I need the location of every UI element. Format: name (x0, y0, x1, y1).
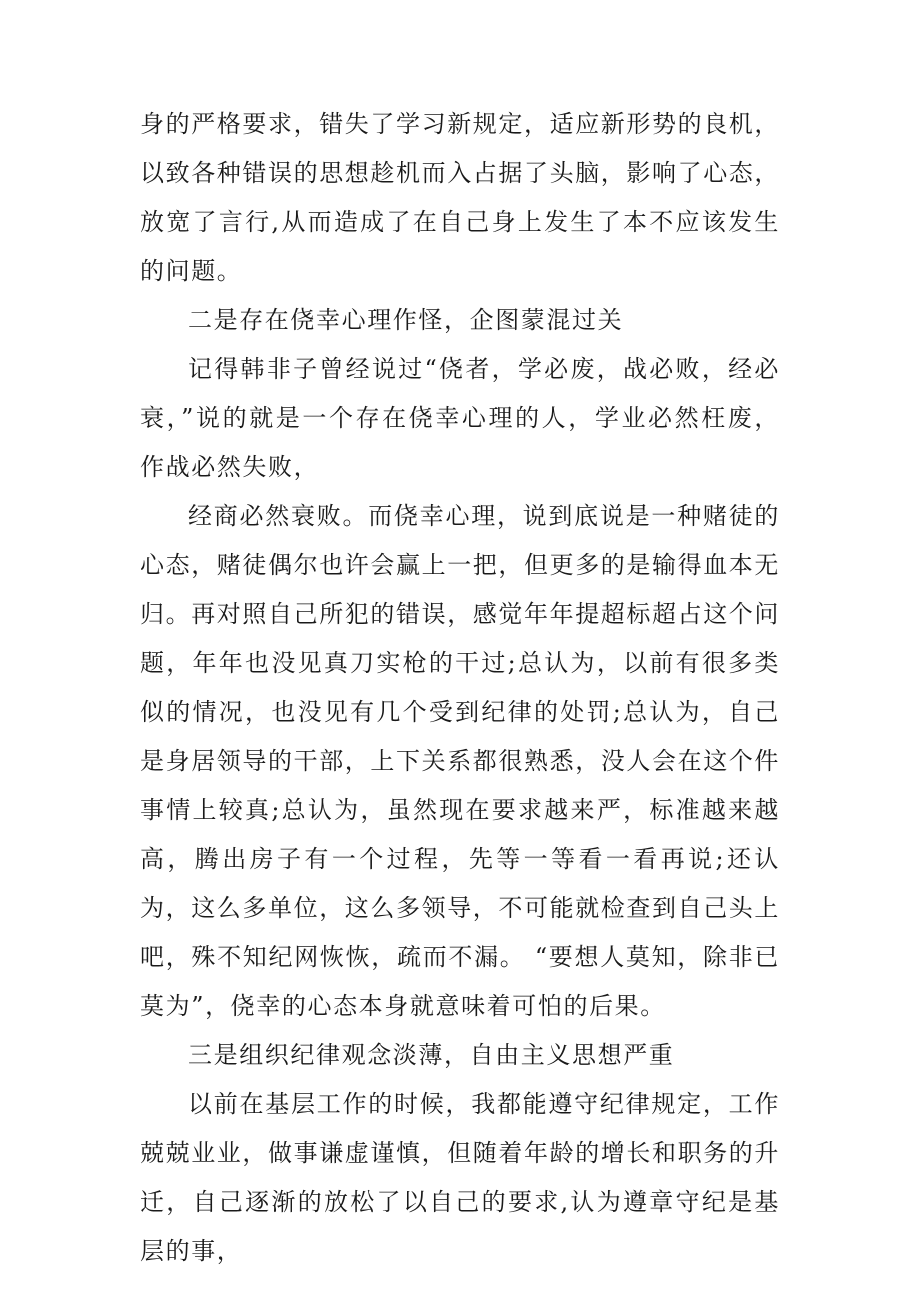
section-heading-2: 二是存在侥幸心理作怪，企图蒙混过关 (188, 306, 624, 334)
paragraph-gambler-mentality: 经商必然衰败。而侥幸心理，说到底说是一种赌徒的心态，赌徒偶尔也许会赢上一把，但更多的是输得血本无归。再对照自己所犯的错误，感觉年年提超标超占这个问题，年年也没见真刀实枪的干过;总认为，以前有很多类似的情况，也没见有几个受到纪律的处罚;总认为，自己是身居领导的干部，上下关系都很熟悉，没人会在这个件事情上较真;总认为，虽然现在要求越来严，标准越来越高，腾出房子有一个过程，先等一等看一看再说;还认为，这么多单位，这么多领导，不可能就检查到自己头上吧，殊不知纪网恢恢，疏而不漏。 “要想人莫知，除非已莫为”，侥幸的心态本身就意味着可怕的后果。 (140, 502, 780, 1020)
paragraph-grassroots-work: 以前在基层工作的时候，我都能遵守纪律规定，工作兢兢业业，做事谦虚谨慎，但随着年龄的增长和职务的升迁，自己逐渐的放松了以自己的要求,认为遵章守纪是基层的事， (140, 1090, 780, 1265)
document-body (140, 100, 780, 1276)
paragraph-han-feizi-quote: 记得韩非子曾经说过“侥者，学必废，战必败，经必衰，”说的就是一个存在侥幸心理的人，学业必然枉废，作战必然失败， (140, 355, 780, 481)
section-heading-3: 三是组织纪律观念淡薄，自由主义思想严重 (188, 1041, 675, 1069)
paragraph-continuation: 身的严格要求，错失了学习新规定，适应新形势的良机，以致各种错误的思想趁机而入占据了头脑，影响了心态，放宽了言行,从而造成了在自己身上发生了本不应该发生的问题。 (140, 110, 780, 285)
